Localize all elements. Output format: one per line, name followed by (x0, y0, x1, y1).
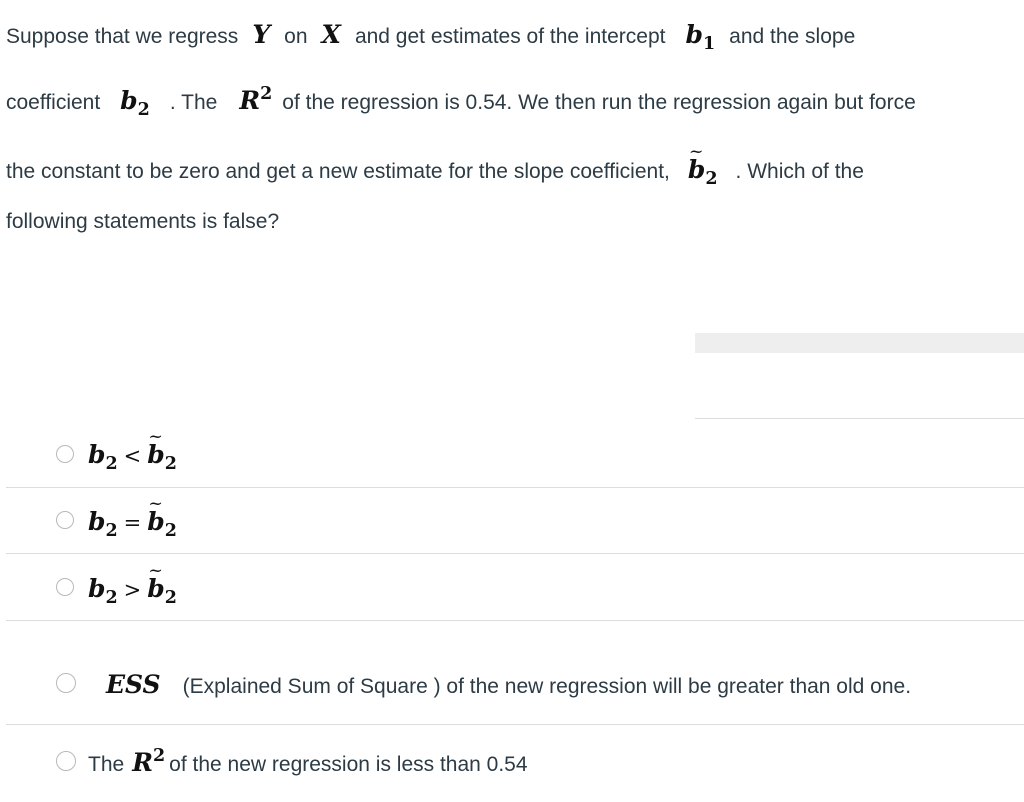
question-text: and the slope (729, 25, 856, 48)
question-line-2 (6, 84, 916, 121)
question-text: . The (169, 91, 218, 114)
question-line-4: following statements is false? (6, 210, 280, 233)
option-label: $b_2$ =~ $b_2$ (88, 507, 177, 536)
math-r-squared: $R^2$ (132, 746, 166, 777)
divider (6, 620, 1024, 621)
math-y: Y (252, 20, 271, 49)
option-label: ESS (Explained Sum of Square ) of the new regression will be greater than old one. (106, 670, 912, 699)
math-x: X (321, 20, 341, 49)
math-b1: $b_1$ (685, 20, 716, 55)
radio-button[interactable] (56, 445, 74, 463)
radio-button[interactable] (56, 673, 76, 693)
math-b2-tilde: ~ $b_2$ (688, 155, 718, 184)
radio-button[interactable] (56, 751, 76, 771)
question-text: and get estimates of the intercept (354, 25, 666, 48)
radio-button[interactable] (56, 511, 74, 529)
math-b2: $b_2$ (120, 86, 150, 121)
math-ess: ESS (106, 670, 161, 699)
question-text: Suppose that we regress (6, 25, 239, 48)
placeholder-bar (695, 333, 1024, 353)
question-text: coefficient (6, 91, 101, 114)
divider (695, 418, 1024, 419)
divider (6, 553, 1024, 554)
divider (6, 724, 1024, 725)
question-line-1 (6, 20, 856, 55)
option-label: $b_2$ <~ $b_2$ (88, 440, 177, 469)
question-line-3 (6, 155, 864, 190)
question-text: . Which of the (735, 160, 864, 183)
question-text: on (284, 25, 308, 48)
option-label: $b_2$ >~ $b_2$ (88, 574, 177, 603)
math-r-squared: $R^2$ (239, 84, 273, 115)
question-text: of the regression is 0.54. We then run the regression again but force (282, 91, 916, 114)
option-label: The $R^2$ of the new regression is less than 0.54 (88, 746, 528, 777)
question-text: the constant to be zero and get a new estimate for the slope coefficient, (6, 160, 670, 183)
radio-button[interactable] (56, 578, 74, 596)
divider (6, 487, 1024, 488)
